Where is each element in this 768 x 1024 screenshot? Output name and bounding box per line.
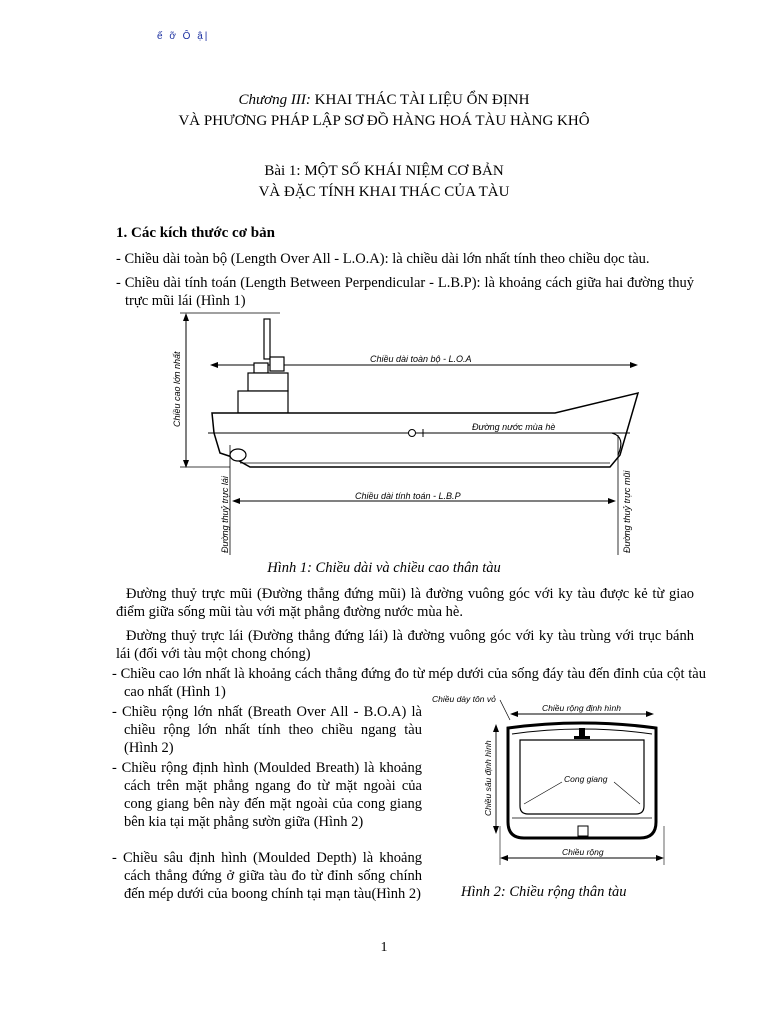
label-moulded-breadth: Chiều rộng định hình [542,703,621,713]
label-waterline: Đường nước mùa hè [472,422,556,432]
label-loa: Chiều dài toàn bộ - L.O.A [370,354,472,364]
figure2-midship-section [428,690,678,875]
figure1-caption: Hình 1: Chiều dài và chiều cao thân tàu [267,560,501,576]
section-heading: 1. Các kích thước cơ bản [116,225,275,241]
paragraph-moulded-depth: - Chiều sâu định hình (Moulded Depth) là khoảng cách thẳng đứng ở giữa tàu đo từ đỉnh sống chính đến mép dưới của boong chính tại mạn tàu(Hình 2) [112,850,422,902]
label-height: Chiều cao lớn nhất [172,351,182,427]
lesson-title-line2: VÀ ĐẶC TÍNH KHAI THÁC CỦA TÀU [258,184,510,200]
label-deck-thickness: Chiều dày tôn vỏ [432,694,496,704]
figure1-ship-profile [160,305,650,560]
paragraph-fwd-perp: Đường thuỷ trực mũi (Đường thẳng đứng mũi) là đường vuông góc với ky tàu được kẻ từ giao điểm giữa sống mũi tàu với mặt phẳng đường nước mùa hè. [116,586,694,620]
paragraph-lbp: - Chiều dài tính toán (Length Between Perpendicular - L.B.P): là khoảng cách giữa hai đường thuỷ trực mũi lái (Hình 1) [116,275,694,309]
chapter-title-line1: KHAI THÁC TÀI LIỆU ỔN ĐỊNH [314,92,530,108]
paragraph-moulded-breadth: - Chiều rộng định hình (Moulded Breath) là khoảng cách trên mặt phẳng ngang đo từ mặt ngoài của cong giang bên này đến mặt ngoài của cong giang bên kia tại mặt phẳng sườn giữa (Hình 2) [112,760,422,830]
paragraph-loa: - Chiều dài toàn bộ (Length Over All - L.O.A): là chiều dài lớn nhất tính theo chiều dọc tàu. [116,251,650,267]
label-moulded-depth: Chiều sâu định hình [483,740,493,816]
lesson-title-line1: Bài 1: MỘT SỐ KHÁI NIỆM CƠ BẢN [264,163,504,179]
lesson-title [0,161,768,203]
chapter-title-line2: VÀ PHƯƠNG PHÁP LẬP SƠ ĐỒ HÀNG HOÁ TÀU HÀNG KHÔ [178,113,590,129]
label-fwd-perp: Đường thuỷ trực mũi [622,470,632,553]
superstructure [248,373,288,391]
label-lbp: Chiều dài tính toán - L.B.P [355,491,461,501]
paragraph-aft-perp: Đường thuỷ trực lái (Đường thẳng đứng lái) là đường vuông góc với ky tàu trùng với trục bánh lái (đối với tàu một chong chóng) [116,628,694,662]
chapter-prefix: Chương III: [238,92,311,108]
label-aft-perp: Đường thuỷ trực lái [220,476,230,553]
paragraph-boa: - Chiều rộng lớn nhất (Breath Over All - B.O.A) là chiều rộng lớn nhất tính theo chiều ngang tàu (Hình 2) [112,704,422,756]
rudder [230,449,246,461]
mast [264,319,270,359]
label-breadth: Chiều rộng [562,847,604,857]
chapter-title [0,90,768,132]
paragraph-max-height: - Chiều cao lớn nhất là khoảng cách thẳng đứng đo từ mép dưới của sống đáy tàu đến đỉnh của cột tàu cao nhất (Hình 1) [112,666,706,700]
header-mark: ế ỡ Ô ậ| [157,31,210,42]
label-bilge: Cong giang [564,774,608,784]
page-number: 1 [380,940,388,955]
height-arrow-top [183,313,189,321]
figure2-caption: Hình 2: Chiều rộng thân tàu [461,884,627,900]
